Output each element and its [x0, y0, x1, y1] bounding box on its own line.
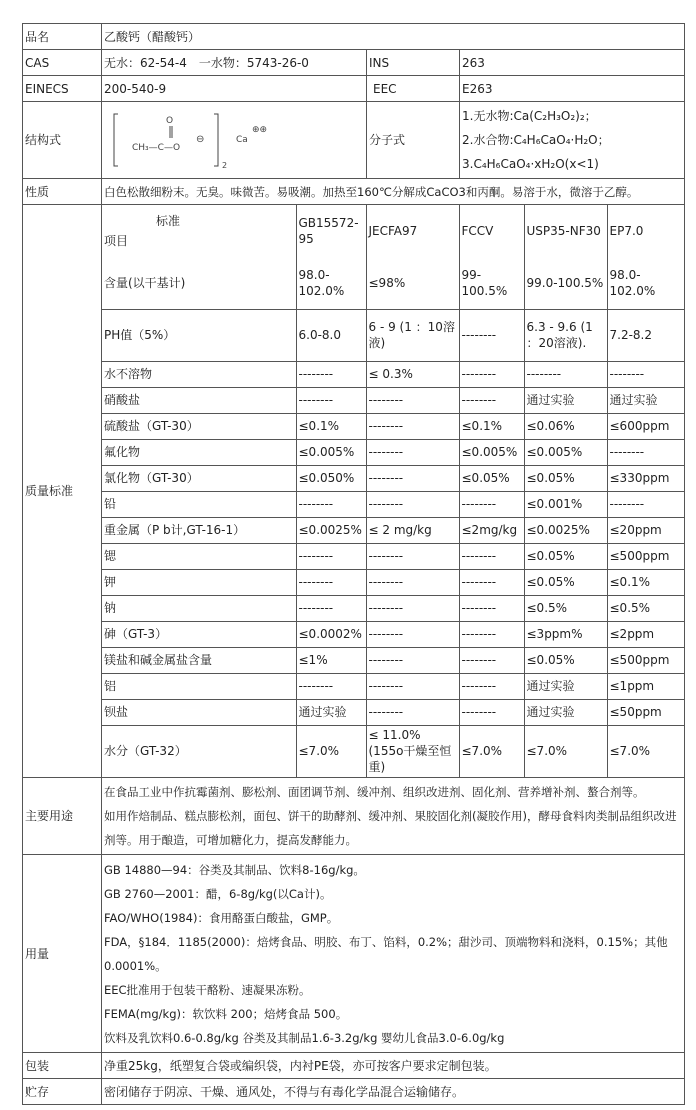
quality-item-value: -------- [366, 543, 459, 569]
header-standard-label: 标准 [156, 214, 181, 228]
spec-sheet [22, 23, 684, 1105]
quality-item-value: ≤0.0002% [296, 621, 366, 647]
quality-item-name: 硫酸盐（GT-30） [102, 413, 296, 439]
quality-row [102, 465, 685, 491]
molecular-formula-line: 2.水合物:C₄H₆CaO₄·H₂O； [462, 133, 610, 147]
column-header: GB15572-95 [296, 205, 366, 257]
label-storage: 贮存 [23, 1079, 102, 1105]
column-header: JECFA97 [366, 205, 459, 257]
quality-item-value: 通过实验 [524, 387, 607, 413]
structural-formula [102, 102, 367, 179]
value-eec: E263 [460, 76, 685, 102]
dosage-line: FEMA(mg/kg)：软饮料 200；焙烤食品 500。 [104, 1006, 348, 1021]
quality-item-value: ≤98% [366, 257, 459, 309]
quality-item-value: -------- [366, 595, 459, 621]
quality-row [102, 413, 685, 439]
quality-item-value: ≤330ppm [607, 465, 685, 491]
label-usage: 主要用途 [23, 778, 102, 855]
quality-item-value: 通过实验 [524, 699, 607, 725]
quality-item-name: 水分（GT-32） [102, 725, 296, 777]
quality-item-value: 98.0-102.0% [296, 257, 366, 309]
spec-table [22, 23, 685, 1105]
row-usage [23, 778, 685, 855]
quality-body [102, 257, 685, 777]
quality-item-value: ≤500ppm [607, 543, 685, 569]
quality-item-value: ≤50ppm [607, 699, 685, 725]
calcium-symbol: Ca [236, 135, 248, 145]
row-structure [23, 102, 685, 179]
label-einecs: EINECS [23, 76, 102, 102]
quality-item-name: 镁盐和碱金属盐含量 [102, 647, 296, 673]
quality-item-value: ≤0.05% [524, 569, 607, 595]
quality-item-value: -------- [366, 439, 459, 465]
quality-item-value: ≤0.001% [524, 491, 607, 517]
oxygen-top: O [166, 116, 174, 126]
quality-item-value: -------- [459, 673, 524, 699]
value-storage: 密闭储存于阴凉、干燥、通风处，不得与有毒化学品混合运输储存。 [102, 1079, 685, 1105]
quality-item-value: 6 - 9 (1 ：10溶液) [366, 309, 459, 361]
label-name: 品名 [23, 24, 102, 50]
quality-item-value: -------- [296, 595, 366, 621]
value-dosage [102, 855, 685, 1053]
quality-item-value: 6.0-8.0 [296, 309, 366, 361]
row-einecs [23, 76, 685, 102]
dosage-line: 饮料及乳饮料0.6-0.8g/kg 谷类及其制品1.6-3.2g/kg 婴幼儿食品3.0-6.0g/kg [104, 1030, 505, 1045]
quality-item-value: ≤0.0025% [524, 517, 607, 543]
quality-item-value: ≤1ppm [607, 673, 685, 699]
value-properties: 白色松散细粉末。无臭。味微苦。易吸潮。加热至160℃分解成CaCO3和丙酮。易溶于水，微溶于乙醇。 [102, 179, 685, 205]
value-name: 乙酸钙（醋酸钙） [102, 24, 685, 50]
quality-item-value: ≤ 11.0% (155o干燥至恒重) [366, 725, 459, 777]
quality-row [102, 517, 685, 543]
quality-item-value: ≤0.06% [524, 413, 607, 439]
quality-item-value: ≤0.05% [524, 465, 607, 491]
quality-item-value: -------- [459, 491, 524, 517]
label-ins: INS [367, 50, 460, 76]
quality-row [102, 257, 685, 309]
quality-item-value: ≤7.0% [607, 725, 685, 777]
quality-item-name: 氟化物 [102, 439, 296, 465]
column-header: FCCV [459, 205, 524, 257]
label-quality: 质量标准 [23, 205, 102, 778]
quality-item-value: 99-100.5% [459, 257, 524, 309]
quality-row [102, 543, 685, 569]
label-dosage: 用量 [23, 855, 102, 1053]
quality-item-value: ≤1% [296, 647, 366, 673]
quality-item-name: 铝 [102, 673, 296, 699]
row-quality [23, 205, 685, 778]
value-cas: 无水：62-54-4 一水物：5743-26-0 [102, 50, 367, 76]
quality-item-value: ≤0.005% [524, 439, 607, 465]
quality-row [102, 725, 685, 777]
quality-row [102, 699, 685, 725]
dosage-line: FDA，§184．1185(2000)：焙烤食品、明胶、布丁、馅料，0.2%；甜沙司、顶端物料和浇料，0.15%；其他0.0001%。 [104, 934, 668, 973]
quality-item-value: -------- [459, 387, 524, 413]
quality-item-name: 硝酸盐 [102, 387, 296, 413]
quality-item-value: -------- [296, 491, 366, 517]
quality-item-value: ≤7.0% [524, 725, 607, 777]
row-storage [23, 1079, 685, 1105]
quality-item-value: ≤0.1% [607, 569, 685, 595]
quality-item-value: ≤0.5% [524, 595, 607, 621]
quality-item-value: 通过实验 [607, 387, 685, 413]
quality-item-value: -------- [459, 569, 524, 595]
quality-row [102, 361, 685, 387]
quality-item-value: 通过实验 [296, 699, 366, 725]
quality-item-value: -------- [459, 621, 524, 647]
quality-item-value: -------- [459, 309, 524, 361]
quality-item-value: ≤ 0.3% [366, 361, 459, 387]
bracket-subscript: 2 [222, 161, 228, 170]
quality-item-value: ≤0.5% [607, 595, 685, 621]
quality-item-name: 钡盐 [102, 699, 296, 725]
quality-row [102, 387, 685, 413]
row-cas [23, 50, 685, 76]
quality-item-name: 锶 [102, 543, 296, 569]
value-einecs: 200-540-9 [102, 76, 367, 102]
quality-item-name: 铅 [102, 491, 296, 517]
quality-item-name: 砷（GT-3） [102, 621, 296, 647]
molecular-formula-line: 1.无水物:Ca(C₂H₃O₂)₂； [462, 109, 597, 123]
quality-item-value: -------- [366, 621, 459, 647]
dosage-line: FAO/WHO(1984)：食用酪蛋白酸盐，GMP。 [104, 910, 339, 925]
quality-row [102, 595, 685, 621]
quality-item-value: -------- [296, 387, 366, 413]
quality-item-value: 6.3 - 9.6 (1 ：20溶液). [524, 309, 607, 361]
quality-item-value: ≤2ppm [607, 621, 685, 647]
quality-item-value: 98.0-102.0% [607, 257, 685, 309]
quality-item-value: ≤0.005% [459, 439, 524, 465]
usage-line: 如用作焙制品、糕点膨松剂，面包、饼干的助酵剂、缓冲剂、果胶固化剂(凝胶作用)，酵母食料肉类制品组织改进剂等。用于酿造，可增加糖化力，提高发酵能力。 [104, 809, 677, 847]
quality-row [102, 491, 685, 517]
quality-item-value: -------- [459, 699, 524, 725]
header-item-label: 项目 [104, 234, 129, 248]
quality-item-value: -------- [366, 673, 459, 699]
quality-row [102, 673, 685, 699]
quality-item-value: 通过实验 [524, 673, 607, 699]
quality-item-value: -------- [366, 413, 459, 439]
quality-item-value: ≤7.0% [459, 725, 524, 777]
quality-standards [102, 205, 685, 778]
value-packaging: 净重25kg，纸塑复合袋或编织袋，内衬PE袋，亦可按客户要求定制包装。 [102, 1053, 685, 1079]
label-packaging: 包装 [23, 1053, 102, 1079]
value-ins: 263 [460, 50, 685, 76]
row-packaging [23, 1053, 685, 1079]
quality-row [102, 439, 685, 465]
quality-header [102, 205, 685, 257]
quality-item-name: PH值（5%） [102, 309, 296, 361]
quality-item-name: 含量(以干基计) [102, 257, 296, 309]
quality-item-value: -------- [296, 569, 366, 595]
quality-item-value: ≤2mg/kg [459, 517, 524, 543]
structural-formula-drawing [104, 104, 284, 176]
quality-row [102, 309, 685, 361]
dosage-line: GB 14880—94：谷类及其制品、饮料8-16g/kg。 [104, 862, 365, 877]
quality-item-name: 氯化物（GT-30） [102, 465, 296, 491]
negative-charge: ⊖ [196, 134, 205, 145]
row-properties [23, 179, 685, 205]
quality-item-value: -------- [459, 543, 524, 569]
quality-item-value: -------- [459, 595, 524, 621]
quality-item-value: -------- [366, 699, 459, 725]
quality-row [102, 621, 685, 647]
quality-item-value: -------- [524, 361, 607, 387]
quality-item-value: -------- [366, 491, 459, 517]
column-header: EP7.0 [607, 205, 685, 257]
dosage-line: GB 2760—2001：醋，6-8g/kg(以Ca计)。 [104, 886, 332, 901]
quality-item-value: 99.0-100.5% [524, 257, 607, 309]
quality-item-name: 钾 [102, 569, 296, 595]
quality-item-value: -------- [607, 491, 685, 517]
quality-item-name: 水不溶物 [102, 361, 296, 387]
quality-item-value: ≤3ppm% [524, 621, 607, 647]
quality-item-value: -------- [366, 465, 459, 491]
quality-item-value: ≤0.0025% [296, 517, 366, 543]
molecular-formula-list [460, 102, 685, 179]
row-dosage [23, 855, 685, 1053]
quality-item-value: ≤7.0% [296, 725, 366, 777]
quality-item-value: -------- [296, 543, 366, 569]
quality-item-value: ≤0.050% [296, 465, 366, 491]
quality-table [102, 205, 685, 777]
header-item [102, 205, 296, 257]
quality-item-value: ≤600ppm [607, 413, 685, 439]
quality-item-value: ≤500ppm [607, 647, 685, 673]
quality-row [102, 647, 685, 673]
quality-item-value: ≤ 2 mg/kg [366, 517, 459, 543]
quality-item-value: ≤0.1% [459, 413, 524, 439]
dosage-line: EEC批准用于包装干酪粉、速凝果冻粉。 [104, 982, 311, 997]
quality-item-value: ≤20ppm [607, 517, 685, 543]
quality-item-value: ≤0.05% [524, 543, 607, 569]
quality-item-value: -------- [296, 673, 366, 699]
methyl-carboxyl: CH₃—C—O [132, 143, 181, 153]
quality-item-value: -------- [366, 387, 459, 413]
quality-item-value: 7.2-8.2 [607, 309, 685, 361]
column-header: USP35-NF30 [524, 205, 607, 257]
quality-row [102, 569, 685, 595]
quality-item-name: 重金属（P b计,GT-16-1） [102, 517, 296, 543]
quality-item-value: ≤0.05% [524, 647, 607, 673]
usage-line: 在食品工业中作抗霉菌剂、膨松剂、面团调节剂、缓冲剂、组织改进剂、固化剂、营养增补剂、螯合剂等。 [104, 785, 645, 799]
quality-item-value: -------- [607, 361, 685, 387]
quality-item-value: ≤0.1% [296, 413, 366, 439]
label-properties: 性质 [23, 179, 102, 205]
quality-item-value: -------- [296, 361, 366, 387]
value-usage [102, 778, 685, 855]
positive-charges: ⊕⊕ [252, 125, 268, 135]
quality-item-value: ≤0.05% [459, 465, 524, 491]
quality-item-value: -------- [366, 647, 459, 673]
row-name [23, 24, 685, 50]
label-molecular-formula: 分子式 [367, 102, 460, 179]
quality-item-value: -------- [459, 361, 524, 387]
quality-item-name: 钠 [102, 595, 296, 621]
molecular-formula-line: 3.C₄H₆CaO₄·xH₂O(x<1) [462, 157, 599, 171]
label-structure: 结构式 [23, 102, 102, 179]
quality-item-value: -------- [607, 439, 685, 465]
quality-item-value: -------- [459, 647, 524, 673]
quality-item-value: -------- [366, 569, 459, 595]
quality-item-value: ≤0.005% [296, 439, 366, 465]
label-eec: EEC [367, 76, 460, 102]
label-cas: CAS [23, 50, 102, 76]
